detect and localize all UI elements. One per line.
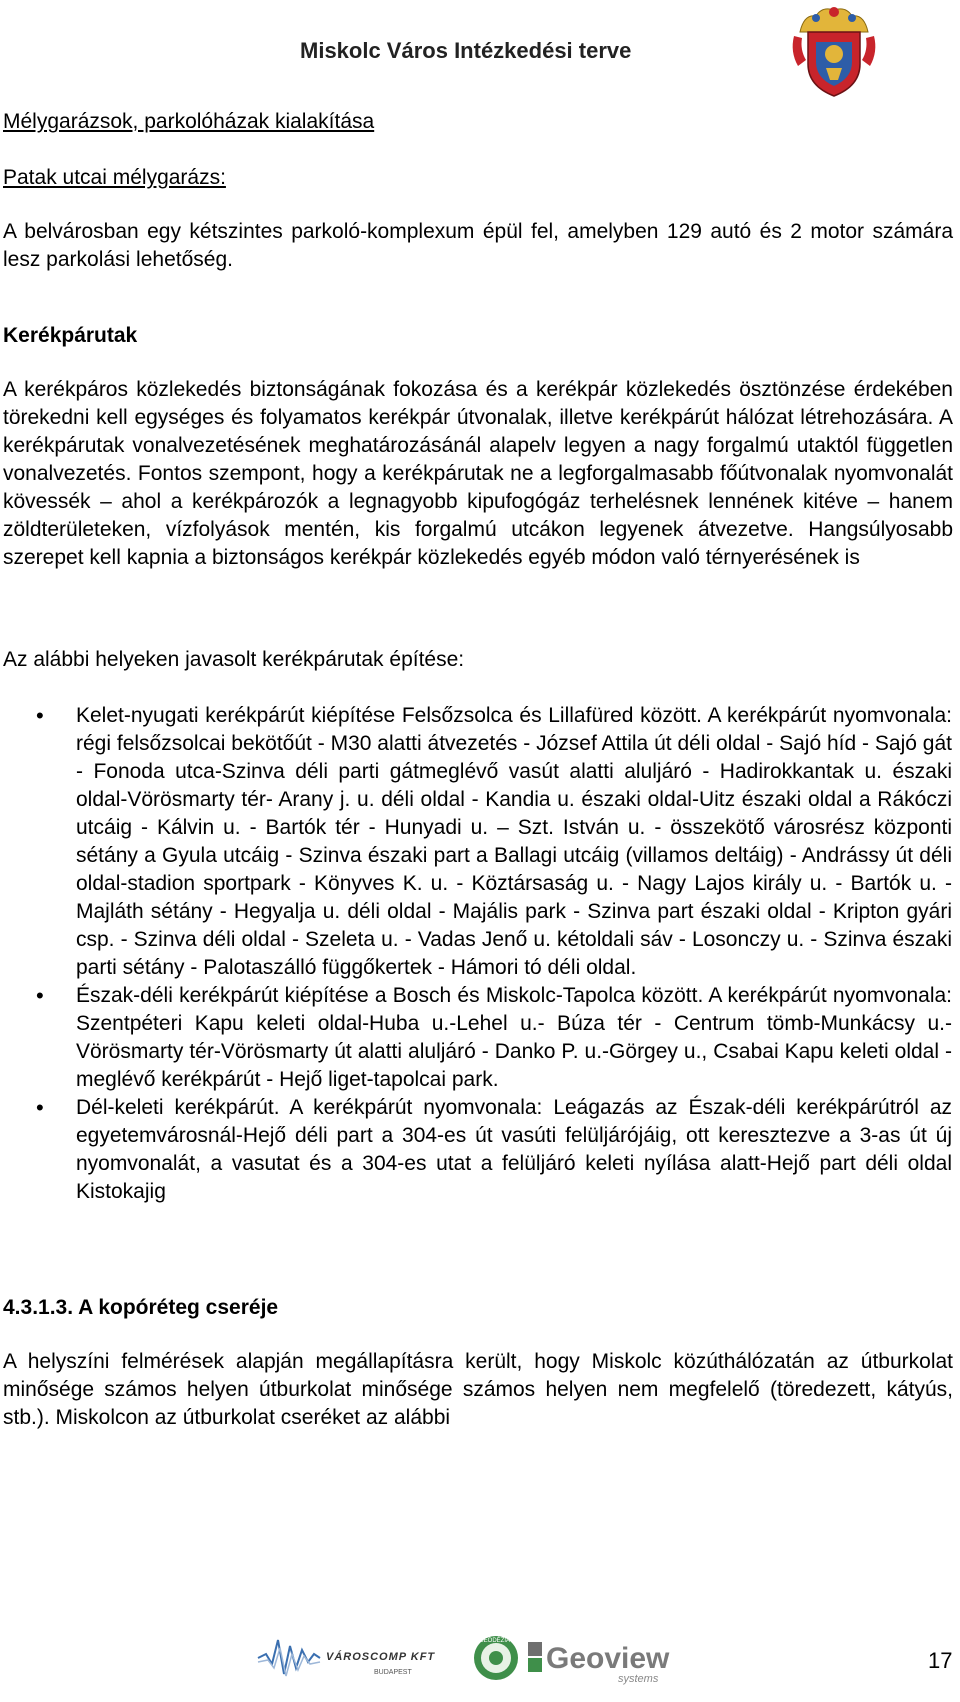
bullet-icon: •	[36, 703, 44, 728]
list-item	[0, 1094, 952, 1206]
paragraph-bike: A kerékpáros közlekedés biztonságának fokozása és a kerékpár közlekedés ösztönzése érdekében törekedni kell egységes és folyamatos kerékpár útvonalak, illetve kerékpárút hálózat létrehozására. A kerékpárutak vonalvezetésének meghatározásánál alapelv legyen a nagy forgalmú utaktól független vonalvezetés. Fontos szempont, hogy a kerékpárutak ne a legforgalmasabb főútvonalak nyomvonalát kövessék – ahol a kerékpározók a legnagyobb kipufogógáz terhelésnek lennének kitéve – hanem zöldterületeken, vízfolyások mentén, kis forgalmú utcákon legyenek átvezetve. Hangsúlyosabb szerepet kell kapnia a biztonságos kerékpár közlekedés egyéb módon való térnyerésének is	[3, 378, 953, 569]
header-title: Miskolc Város Intézkedési terve	[300, 38, 632, 63]
section-heading-patak: Patak utcai mélygarázs:	[3, 166, 226, 189]
paragraph-kopo: A helyszíni felmérések alapján megállapításra került, hogy Miskolc közúthálózatán az útburkolat minősége számos helyen útburkolat minősége számos helyen nem megfelelő (töredezett, kátyús, stb.). Miskolcon az útburkolat cseréket az alábbi	[3, 1350, 953, 1429]
list-item	[0, 982, 952, 1094]
svg-text:systems: systems	[618, 1673, 659, 1685]
paragraph-patak: A belvárosban egy kétszintes parkoló-komplexum épül fel, amelyben 129 autó és 2 motor számára lesz parkolási lehetőség.	[3, 220, 953, 271]
bullet-icon: •	[36, 1095, 44, 1120]
svg-text:VÁROSCOMP KFT: VÁROSCOMP KFT	[326, 1651, 436, 1663]
bike-route-list	[0, 702, 956, 1206]
svg-text:GEODÉZIA: GEODÉZIA	[479, 1638, 511, 1644]
varoscomp-logo-icon	[256, 1624, 464, 1686]
list-item-text: Észak-déli kerékpárút kiépítése a Bosch és Miskolc-Tapolca között. A kerékpárút nyomvonala: Szentpéteri Kapu keleti oldal-Huba u.-Lehel u.- Búza tér - Centrum tömb-Munkácsy u.-Vörösmarty tér-Vörösmarty út alatti aluljáró - Danko P. u.-Görgey u., Csabai Kapu keleti oldal - meglévő kerékpárút - Hejő liget-tapolcai park.	[76, 984, 952, 1091]
section-heading-kopo: 4.3.1.3. A kopóréteg cseréje	[3, 1296, 279, 1319]
section-heading-garages: Mélygarázsok, parkolóházak kialakítása	[3, 110, 375, 133]
list-item-text: Dél-keleti kerékpárút. A kerékpárút nyomvonala: Leágazás az Észak-déli kerékpárútról az egyetemvárosnál-Hejő déli part a 304-es út vasúti felüljárójáig, ott keresztezve a 3-as út új nyomvonalát, a vasutat és a 304-es utat a felüljáró keleti nyílása alatt-Hejő part déli oldal Kistokajig	[76, 1096, 952, 1203]
page-number: 17	[928, 1648, 953, 1673]
svg-text:Geoview: Geoview	[546, 1642, 670, 1675]
svg-text:BUDAPEST: BUDAPEST	[374, 1669, 412, 1676]
geoview-logo-icon	[468, 1628, 724, 1686]
bullet-icon: •	[36, 983, 44, 1008]
miskolc-coat-of-arms-icon	[786, 2, 882, 100]
list-item-text: Kelet-nyugati kerékpárút kiépítése Felsőzsolca és Lillafüred között. A kerékpárút nyomvonala: régi felsőzsolcai bekötőút - M30 alatti átvezetés - József Attila út déli oldal - Sajó híd - Sajó gát - Fonoda utca-Szinva déli parti gátmeglévő vasút alatti aluljáró - Hadirokkantak u. északi oldal-Vörösmarty tér- Arany j. u. déli oldal - Kandia u. északi oldal-Uitz északi oldal a Rákóczi utcáig - Kálvin u. - Bartók tér - Hunyadi u. – Szt. István u. - összekötő városrész központi sétány a Gyula utcáig - Szinva északi part a Ballagi utcáig (villamos deltáig) - Andrássy út déli oldal-stadion sportpark - Könyves K. u. - Köztársaság u. - Nagy Lajos király u. - Bartók u. - Majláth sétány - Hegyalja u. déli oldal - Majális park - Szinva part északi oldal - Kripton gyári csp. - Szinva déli oldal - Szeleta u. - Vadas Jenő u. kétoldali sáv - Losonczy u. - Szinva északi parti sétány - Palotaszálló függőkertek - Hámori tó déli oldal.	[76, 704, 952, 979]
section-heading-bike: Kerékpárutak	[3, 324, 138, 347]
list-intro: Az alábbi helyeken javasolt kerékpárutak építése:	[3, 648, 465, 671]
list-item	[0, 702, 952, 982]
